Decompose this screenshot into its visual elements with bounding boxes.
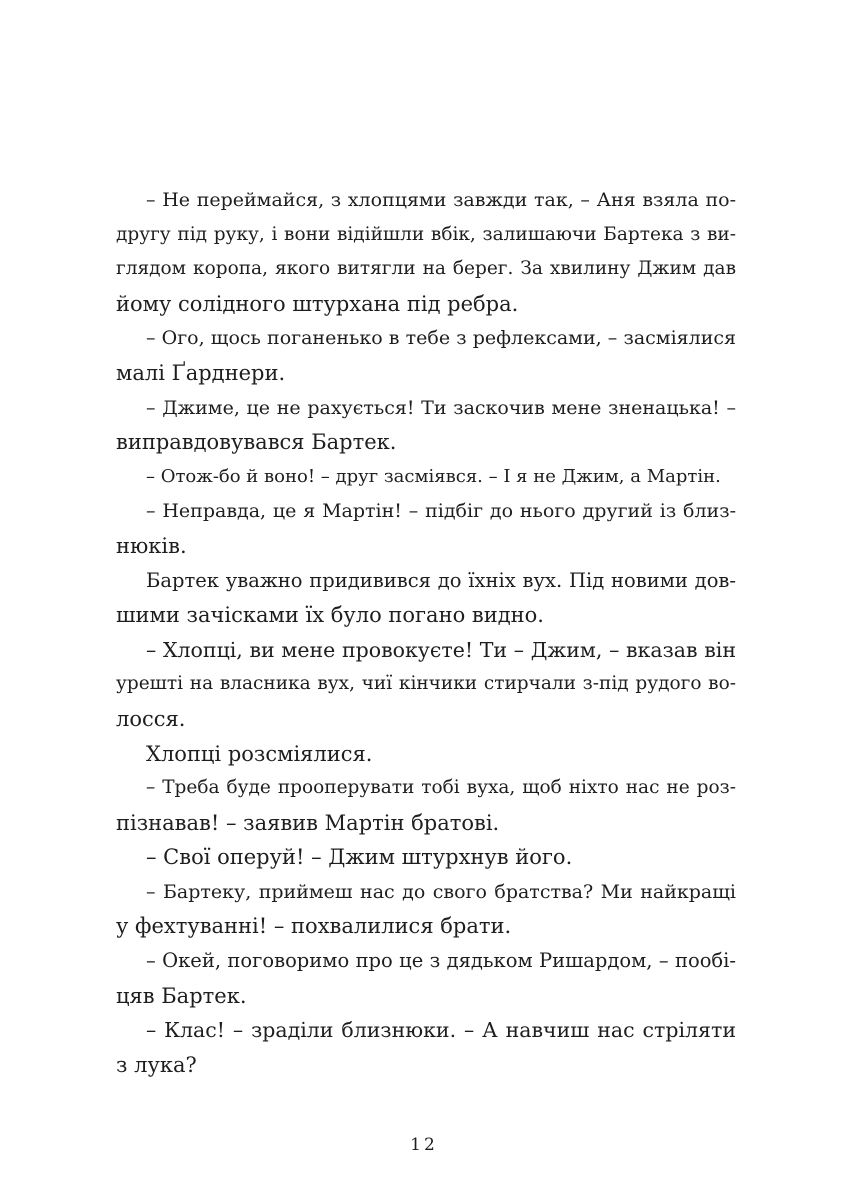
text-line: глядом коропа, якого витягли на берег. За хвилину Джим дав: [116, 258, 736, 280]
text-line: Бартек уважно придивився до їхніх вух. Під новими дов-: [146, 568, 736, 592]
text-line: – Клас! – зраділи близнюки. – А навчиш нас стріляти: [146, 1018, 736, 1043]
text-line: пізнавав! – заявив Мартін братові.: [116, 810, 500, 835]
text-line: – Отож-бо й воно! – друг засміявся. – І я не Джим, а Мартін.: [146, 465, 721, 487]
text-line: – Треба буде прооперувати тобі вуха, щоб ніхто нас не роз-: [146, 777, 736, 799]
text-line: – Окей, поговоримо про це з дядьком Ришардом, – пообі-: [146, 949, 736, 973]
text-line: урешті на власника вух, чиї кінчики стирчали з-під рудого во-: [116, 673, 736, 695]
text-line: – Свої оперуй! – Джим штурхнув його.: [146, 845, 573, 870]
text-line: йому солідного штурхана під ребра.: [116, 291, 519, 316]
text-line: цяв Бартек.: [116, 983, 247, 1008]
page-number: 12: [410, 1135, 438, 1155]
text-line: – Джиме, це не рахується! Ти заскочив мене зненацька! –: [146, 396, 736, 419]
text-line: лосся.: [116, 706, 186, 731]
text-line: Хлопці розсміялися.: [146, 741, 373, 766]
text-line: шими зачісками їх було погано видно.: [116, 603, 544, 628]
text-line: у фехтуванні! – похвалилися брати.: [116, 914, 512, 939]
text-line: – Ого, щось поганенько в тебе з рефлексами, – засміялися: [146, 327, 736, 350]
text-line: другу під руку, і вони відійшли вбік, залишаючи Бартека з ви-: [116, 223, 736, 245]
story-text: [116, 183, 736, 1082]
text-line: – Неправда, це я Мартін! – підбіг до нього другий із близ-: [146, 500, 736, 523]
text-line: з лука?: [116, 1052, 197, 1077]
text-line: – Бартеку, приймеш нас до свого братства? Ми найкращі: [146, 880, 736, 903]
text-line: малі Ґарднери.: [116, 360, 286, 385]
text-line: – Не переймайся, з хлопцями завжди так, – Аня взяла по-: [146, 189, 736, 211]
text-line: – Хлопці, ви мене провокуєте! Ти – Джим, – вказав він: [146, 637, 736, 662]
text-line: виправдовувався Бартек.: [116, 430, 397, 455]
text-line: нюків.: [116, 533, 187, 558]
